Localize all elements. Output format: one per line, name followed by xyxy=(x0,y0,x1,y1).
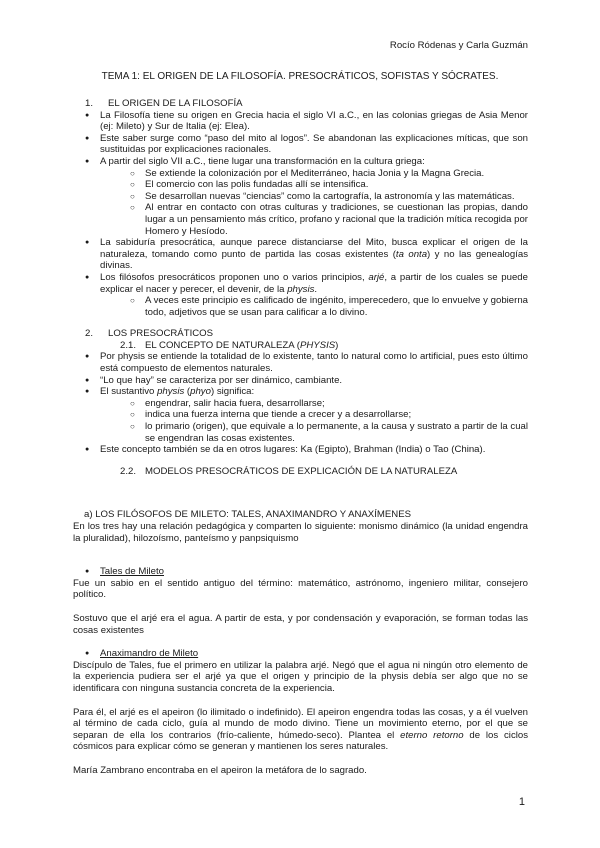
anaximandro-paragraph-1: Discípulo de Tales, fue el primero en utilizar la palabra arjé. Negó que el agua ni ningún otro elemento de la experiencia pudiera ser el arjé ya que el origen y principio de la physis debía ser algo que no se identificara con ninguna sustancia concreta de la experiencia. xyxy=(73,659,528,694)
milesians-intro: En los tres hay una relación pedagógica y comparten lo siguiente: monismo dinámico (la unidad engendra la pluralidad), hilozoísmo, panteísmo y panpsiquismo xyxy=(73,521,528,544)
section-2-number: 2. xyxy=(85,328,94,340)
sub-list-item: ○ engendrar, salir hacia fuera, desarrollarse; xyxy=(73,398,528,410)
emphasis: phyo xyxy=(190,386,211,398)
sub-list-item: ○ A veces este principio es calificado de ingénito, imperecedero, que lo envuelve y gobierna todo, adjetivos que se usan para calificar a lo divino. xyxy=(73,295,528,318)
emphasis: physis xyxy=(157,386,185,398)
milesians-section xyxy=(73,521,528,777)
page-header-authors: Rocío Ródenas y Carla Guzmán xyxy=(389,40,528,51)
emphasis: ta onta xyxy=(395,248,428,260)
subsection-a-heading: a) LOS FILÓSOFOS DE MILETO: TALES, ANAXIMANDRO Y ANAXÍMENES xyxy=(84,509,411,520)
emphasis: physis xyxy=(287,283,315,295)
tales-heading-list xyxy=(73,566,528,578)
emphasis: PHYSIS xyxy=(299,339,336,351)
anaximandro-heading-list xyxy=(73,648,528,660)
list-item: ● “Lo que hay” se caracteriza por ser dinámico, cambiante. xyxy=(73,375,528,387)
document-title: TEMA 1: EL ORIGEN DE LA FILOSOFÍA. PRESOCRÁTICOS, SOFISTAS Y SÓCRATES. xyxy=(101,71,499,82)
section-2-1-list xyxy=(73,351,528,455)
tales-paragraph-1: Fue un sabio en el sentido antiguo del término: matemático, astrónomo, ingeniero militar, consejero político. xyxy=(73,577,528,601)
sub-list-item: ○ Al entrar en contacto con otras culturas y tradiciones, se cuestionan las propias, dando lugar a un pensamiento más crítico, profano y racional que la tradición mítica recogida por Homero y Hesíodo. xyxy=(73,202,528,237)
subsection-2-2-number: 2.2. xyxy=(120,465,137,477)
section-2-title: LOS PRESOCRÁTICOS xyxy=(108,328,214,340)
list-item: ● Los filósofos presocráticos proponen uno o varios principios, arjé, a partir de los cuales se puede explicar el nacer y perecer, el devenir, de la physis. xyxy=(73,272,528,295)
subsection-2-1-heading: 2.1. EL CONCEPTO DE NATURALEZA (PHYSIS) xyxy=(120,339,339,351)
subsection-2-1-number: 2.1. xyxy=(120,339,137,351)
sub-list-item: ○ Se extiende la colonización por el Mediterráneo, hacia Jonia y la Magna Grecia. xyxy=(73,168,528,180)
document-body xyxy=(73,98,528,477)
section-1-number: 1. xyxy=(85,98,94,109)
list-item: ● Por physis se entiende la totalidad de lo existente, tanto lo natural como lo artificial, pues esto último está compuesto de elementos naturales. xyxy=(73,351,528,374)
tales-heading: ● Tales de Mileto xyxy=(73,566,528,578)
anaximandro-heading: ● Anaximandro de Mileto xyxy=(73,648,528,660)
sub-list-item: ○ lo primario (origen), que equivale a lo permanente, a la causa y sustrato a partir de la cual se engendran las cosas existentes. xyxy=(73,421,528,444)
section-1-list xyxy=(73,110,528,319)
emphasis: eterno retorno xyxy=(400,729,464,741)
list-item: ● A partir del siglo VII a.C., tiene lugar una transformación en la cultura griega: xyxy=(73,156,528,168)
tales-paragraph-2: Sostuvo que el arjé era el agua. A partir de esta, y por condensación y evaporación, se forman todas las cosas existentes xyxy=(73,612,528,636)
section-1-title: EL ORIGEN DE LA FILOSOFÍA xyxy=(108,98,243,109)
list-item: ● Este concepto también se da en otros lugares: Ka (Egipto), Brahman (India) o Tao (China). xyxy=(73,444,528,456)
page-number: 1 xyxy=(518,796,525,808)
subsection-2-2-heading: 2.2. MODELOS PRESOCRÁTICOS DE EXPLICACIÓN DE LA NATURALEZA xyxy=(120,465,458,477)
continuation-body xyxy=(73,509,528,521)
list-item: ● La sabiduría presocrática, aunque parece distanciarse del Mito, busca explicar el origen de la naturaleza, tomando como punto de partida las cosas existentes (ta onta) y no las genealogías divinas. xyxy=(73,237,528,272)
section-1-heading xyxy=(73,98,528,110)
list-item: ● Este saber surge como “paso del mito al logos”. Se abandonan las explicaciones míticas, que son sustituidas por explicaciones racionales. xyxy=(73,133,528,156)
emphasis: arjé xyxy=(368,271,385,283)
anaximandro-paragraph-2: Para él, el arjé es el apeiron (lo ilimitado o indefinido). El apeiron engendra todas las cosas, y a él vuelven al término de cada ciclo, guía al mundo de modo divino. Tiene un movimiento eterno, por el que se separan de ella los contrarios (frío-caliente, húmedo-seco). Plantea el eterno retorno de los ciclos cósmicos para explicar cómo se generan y mantienen los seres naturales. xyxy=(73,706,528,753)
section-2-heading xyxy=(73,328,528,340)
list-item: ● La Filosofía tiene su origen en Grecia hacia el siglo VI a.C., en las colonias griegas de Asia Menor (ej: Mileto) y Sur de Italia (ej: Elea). xyxy=(73,110,528,133)
sub-list-item: ○ El comercio con las polis fundadas allí se intensifica. xyxy=(73,179,528,191)
list-item: ● El sustantivo physis (phyo) significa: xyxy=(73,386,528,398)
sub-list-item: ○ indica una fuerza interna que tiende a crecer y a desarrollarse; xyxy=(73,409,528,421)
sub-list-item: ○ Se desarrollan nuevas “ciencias” como la cartografía, la astronomía y las matemáticas. xyxy=(73,191,528,203)
anaximandro-paragraph-3: María Zambrano encontraba en el apeiron la metáfora de lo sagrado. xyxy=(73,764,367,776)
